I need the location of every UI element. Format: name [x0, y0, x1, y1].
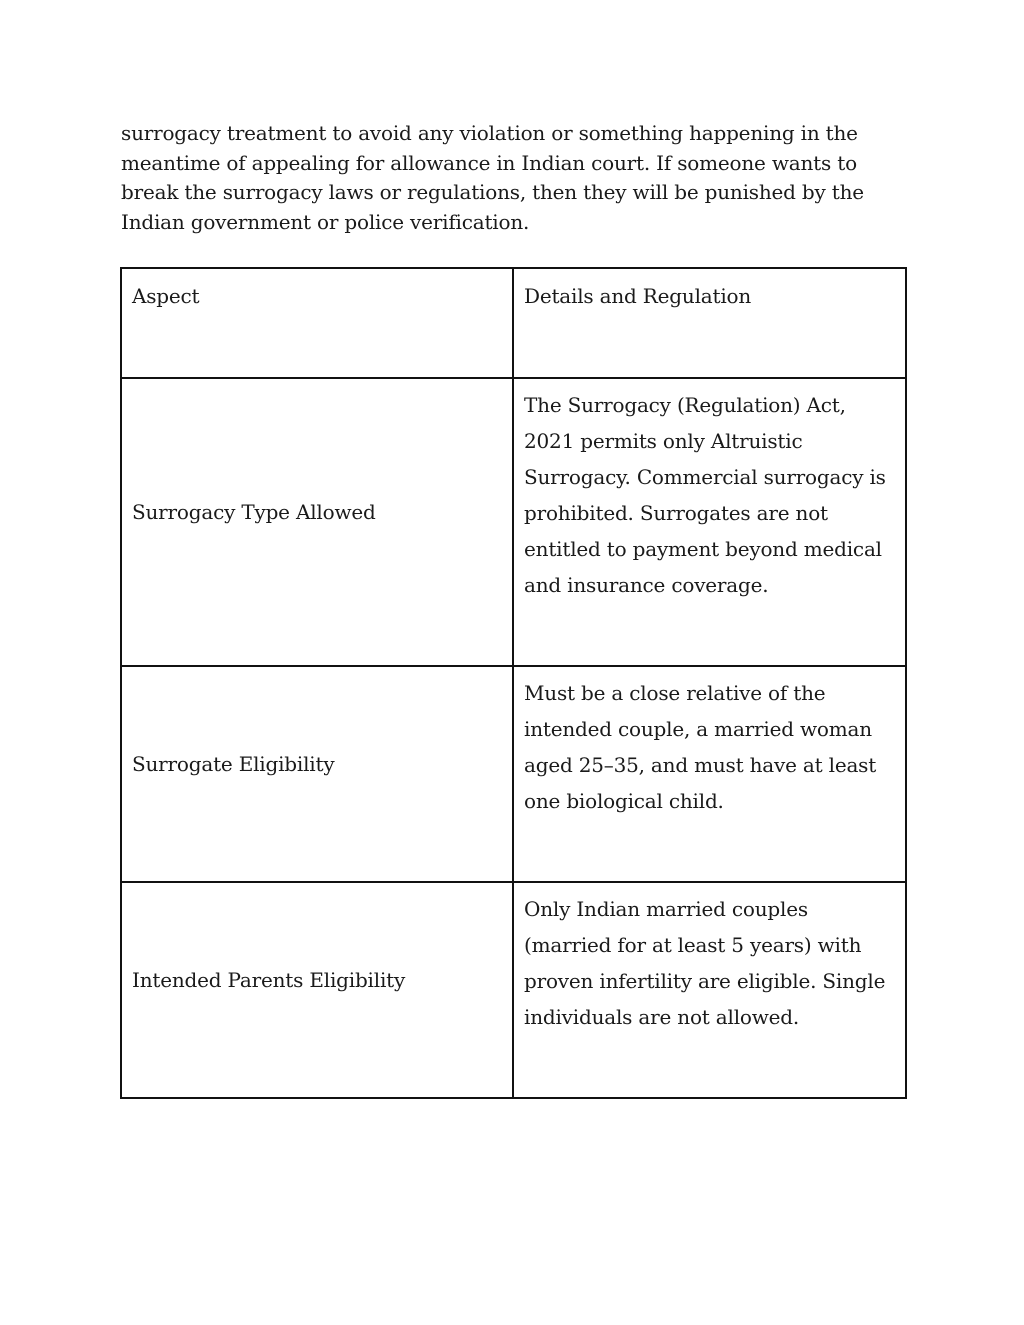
table-row: [121, 882, 906, 1098]
table-header-row: [121, 268, 906, 378]
aspect-cell: Surrogate Eligibility: [121, 666, 513, 882]
regulation-table: [120, 267, 907, 1099]
table-row: [121, 378, 906, 666]
aspect-cell: Surrogacy Type Allowed: [121, 378, 513, 666]
header-aspect: Aspect: [121, 268, 513, 378]
details-cell: Must be a close relative of the intended couple, a married woman aged 25–35, and must have at least one biological child.: [513, 666, 906, 882]
header-details: Details and Regulation: [513, 268, 906, 378]
table-row: [121, 666, 906, 882]
aspect-cell: Intended Parents Eligibility: [121, 882, 513, 1098]
details-cell: Only Indian married couples (married for at least 5 years) with proven infertility are eligible. Single individuals are not allowed.: [513, 882, 906, 1098]
intro-paragraph: surrogacy treatment to avoid any violation or something happening in the meantime of appealing for allowance in Indian court. If someone wants to break the surrogacy laws or regulations, then they will be punished by the Indian government or police verification.: [121, 121, 864, 234]
details-cell: The Surrogacy (Regulation) Act, 2021 permits only Altruistic Surrogacy. Commercial surrogacy is prohibited. Surrogates are not entitled to payment beyond medical and insurance coverage.: [513, 378, 906, 666]
